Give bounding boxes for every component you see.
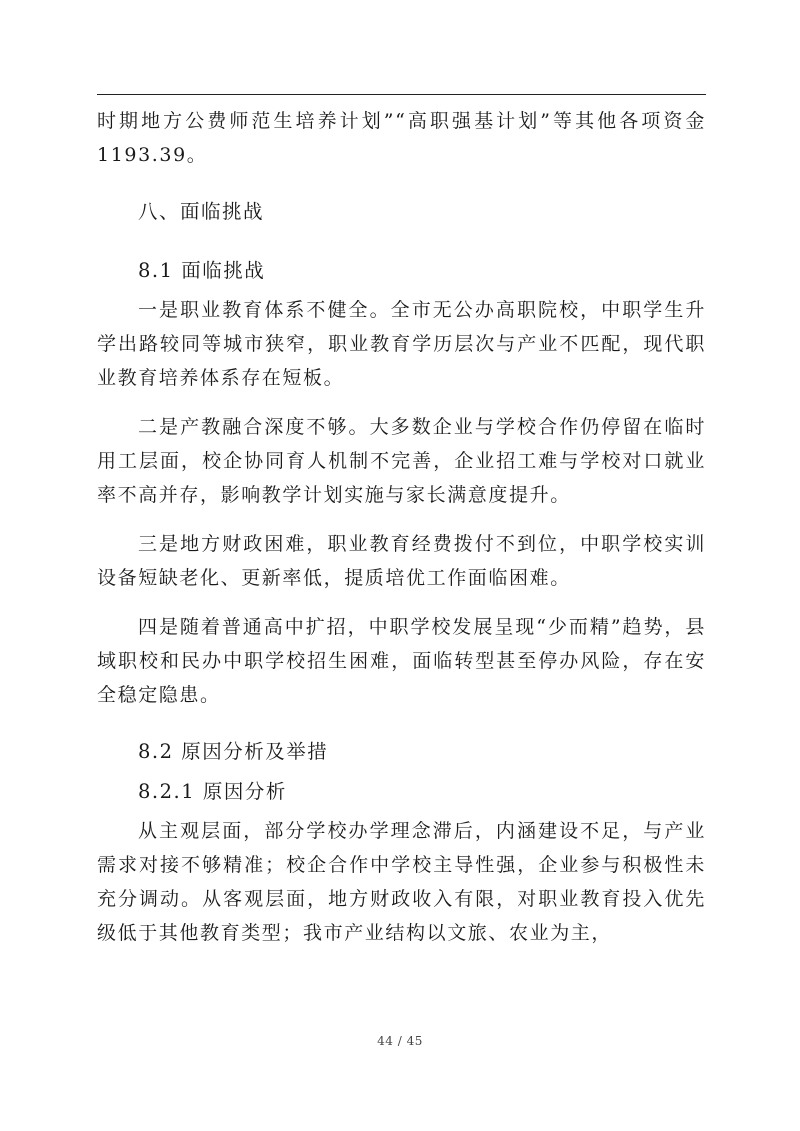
header-rule <box>97 94 706 95</box>
challenge-paragraph-2: 二是产教融合深度不够。大多数企业与学校合作仍停留在临时用工层面，校企协同育人机制不完善，企业招工难与学校对口就业率不高并存，影响教学计划实施与家长满意度提升。 <box>97 416 706 506</box>
section-8-1-heading: 8.1 面临挑战 <box>138 259 266 282</box>
continuation-paragraph: 时期地方公费师范生培养计划”“高职强基计划”等其他各项资金 1193.39。 <box>97 110 706 166</box>
challenge-paragraph-4: 四是随着普通高中扩招，中职学校发展呈现“少而精”趋势，县域职校和民办中职学校招生困难，面临转型甚至停办风险，存在安全稳定隐患。 <box>97 616 706 706</box>
cause-analysis-paragraph: 从主观层面，部分学校办学理念滞后，内涵建设不足，与产业需求对接不够精准；校企合作中学校主导性强，企业参与积极性未充分调动。从客观层面，地方财政收入有限，对职业教育投入优先级低于其他教育类型；我市产业结构以文旅、农业为主， <box>97 820 706 944</box>
challenge-paragraph-1: 一是职业教育体系不健全。全市无公办高职院校，中职学生升学出路较同等城市狭窄，职业教育学历层次与产业不匹配，现代职业教育培养体系存在短板。 <box>97 299 706 389</box>
section-8-heading: 八、面临挑战 <box>138 200 265 223</box>
page-number: 44 / 45 <box>377 1034 423 1048</box>
challenge-paragraph-3: 三是地方财政困难，职业教育经费拨付不到位，中职学校实训设备短缺老化、更新率低，提质培优工作面临困难。 <box>97 533 706 589</box>
section-8-2-1-heading: 8.2.1 原因分析 <box>138 780 287 803</box>
page-content <box>97 104 706 950</box>
section-8-2-heading: 8.2 原因分析及举措 <box>138 740 329 763</box>
